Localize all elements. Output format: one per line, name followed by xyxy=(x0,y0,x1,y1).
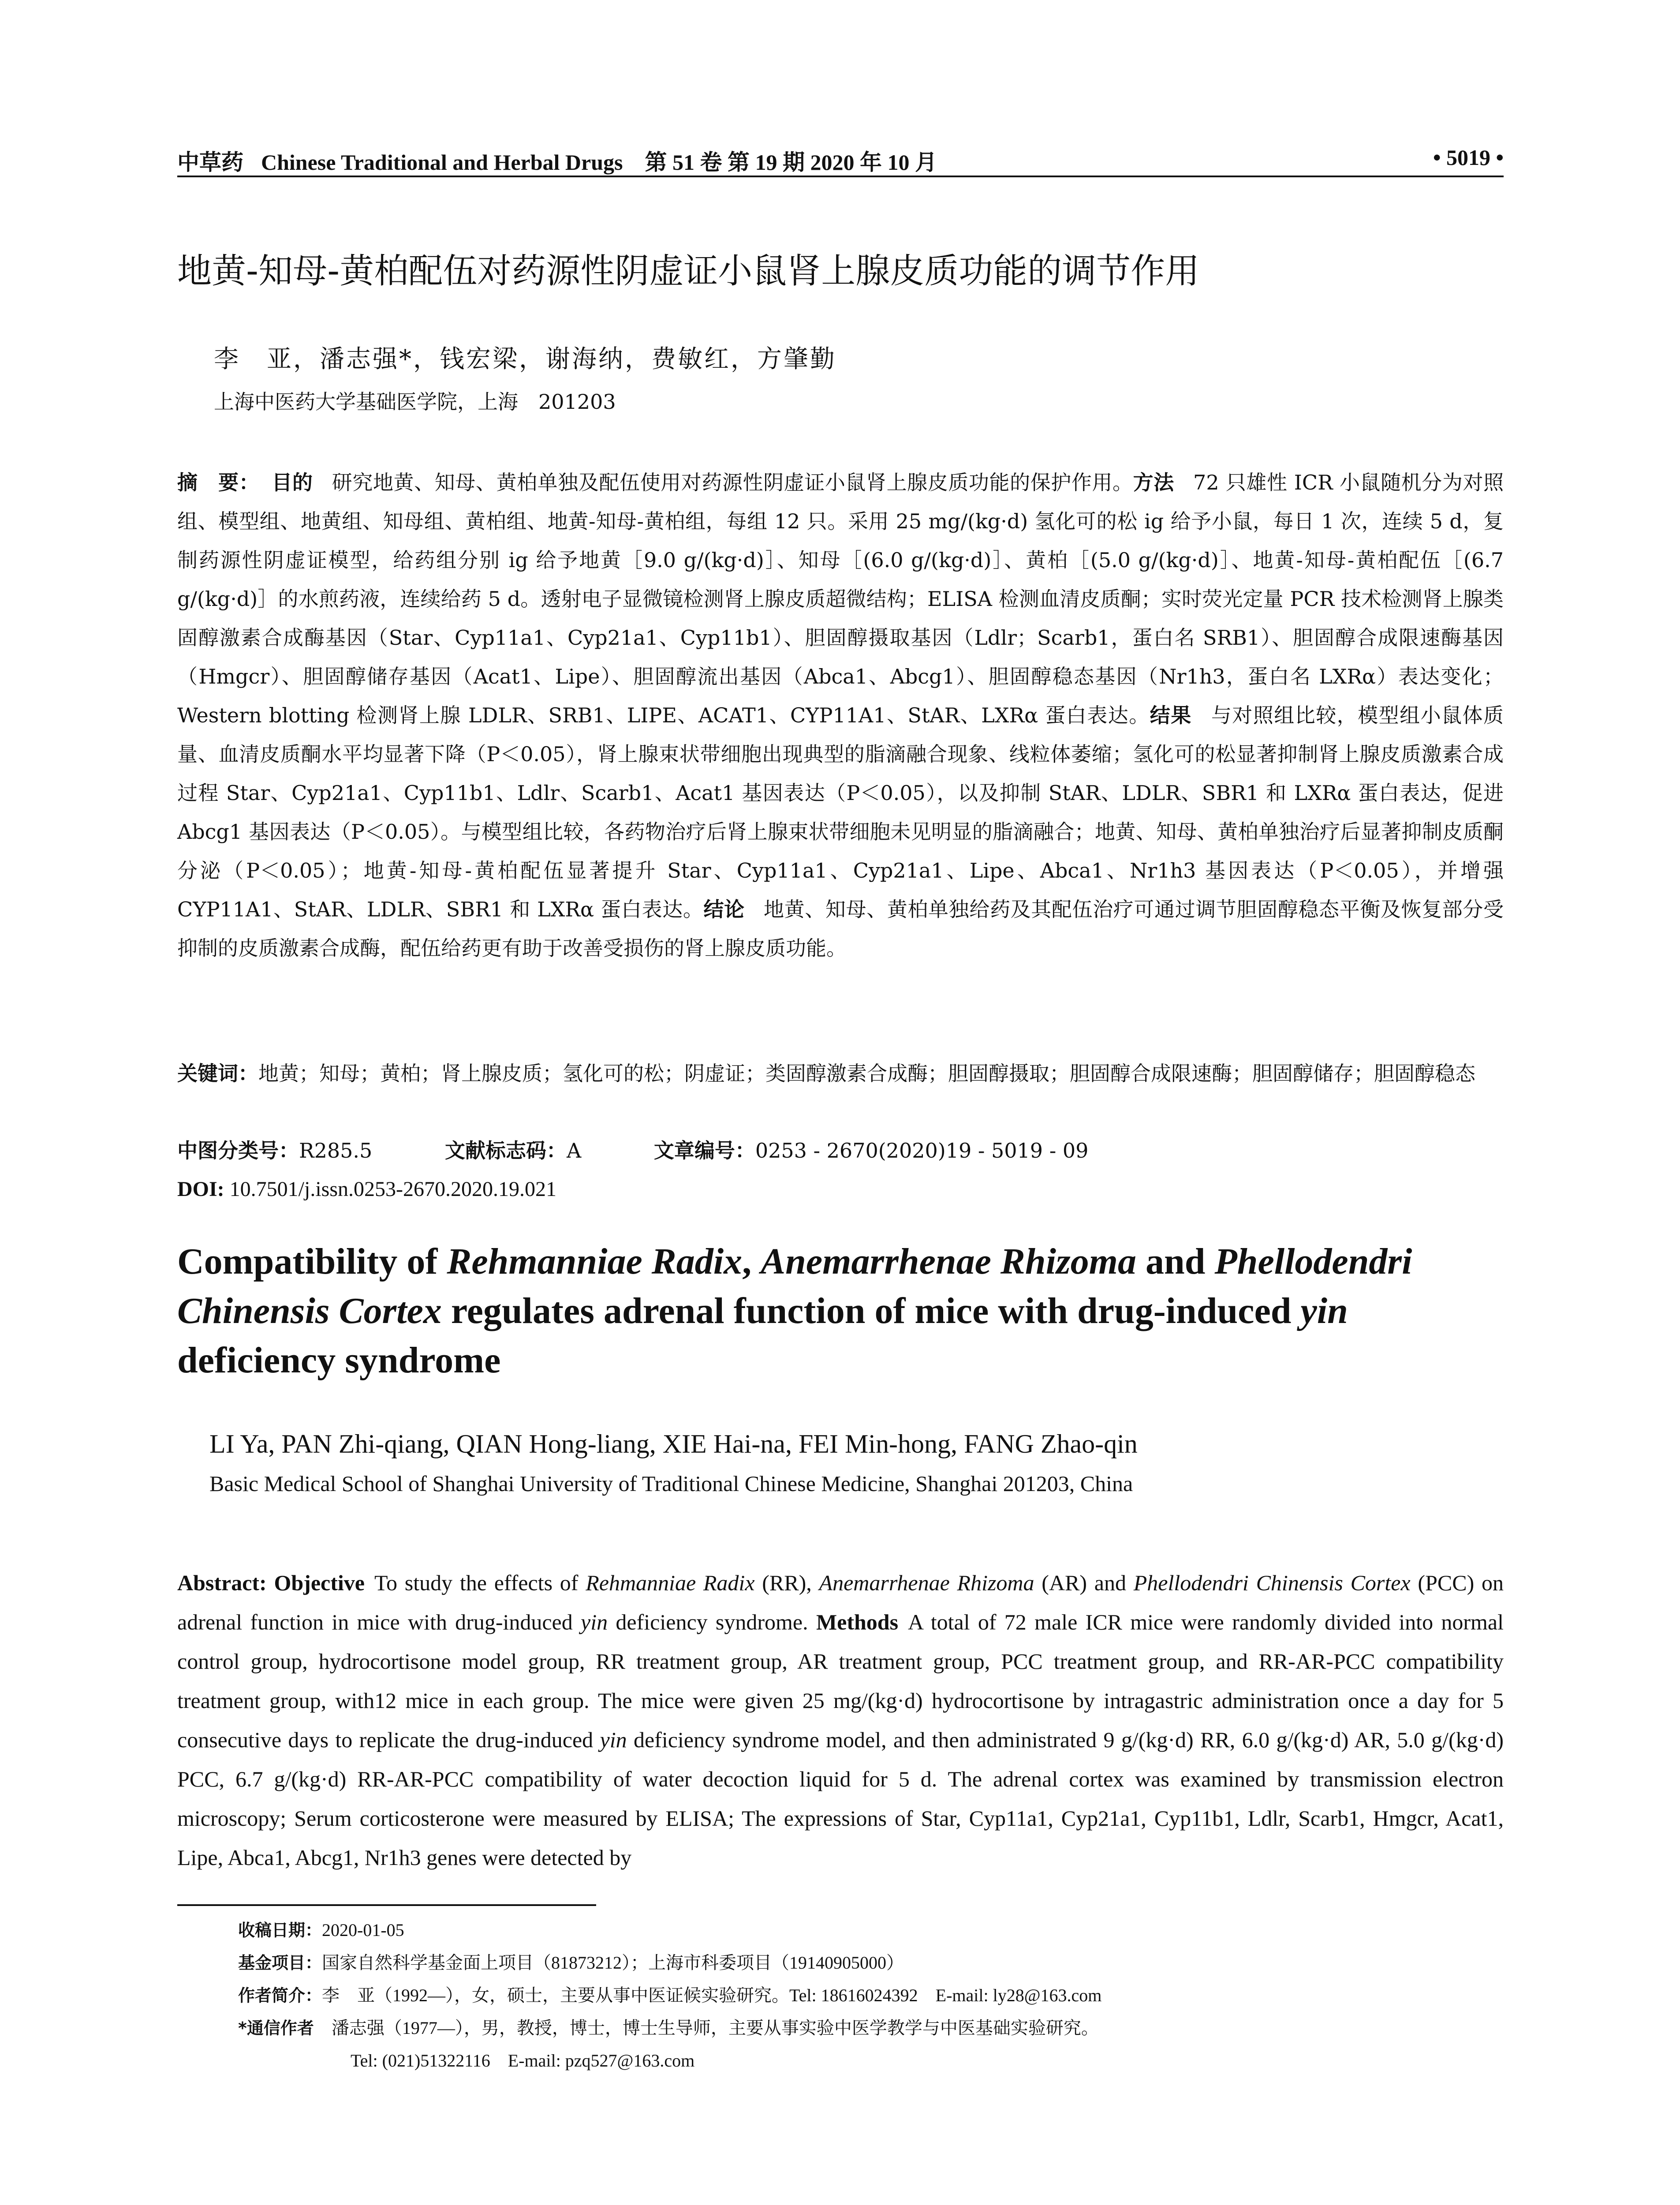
corresponding-label: *通信作者 xyxy=(238,2018,314,2038)
article-number-value: 0253 - 2670(2020)19 - 5019 - 09 xyxy=(755,1139,1089,1162)
doc-code-value: A xyxy=(566,1139,582,1162)
methods-italic-en: yin xyxy=(600,1727,627,1752)
doi-value: 10.7501/j.issn.0253-2670.2020.19.021 xyxy=(229,1177,557,1201)
author-bio xyxy=(238,1979,1504,2012)
corresponding-author xyxy=(238,2012,1504,2044)
objective-text-en: deficiency syndrome. xyxy=(608,1610,808,1634)
title-en-part: , xyxy=(742,1241,761,1282)
methods-label-cn: 方法 xyxy=(1133,471,1174,494)
classification-line xyxy=(177,1131,1504,1170)
corresponding-contact: Tel: (021)51322116 E-mail: pzq527@163.com xyxy=(351,2051,695,2070)
fund-label: 基金项目： xyxy=(238,1953,322,1973)
title-en-part: Compatibility of xyxy=(177,1241,447,1282)
author-bio-value: 李 亚（1992—），女，硕士，主要从事中医证候实验研究。Tel: 18616024392 E-mail: ly28@163.com xyxy=(322,1985,1102,2005)
objective-italic-en: yin xyxy=(581,1610,608,1634)
objective-text-en: (PCC) on adrenal function in mice with drug-induced xyxy=(177,1570,1504,1634)
clc-label: 中图分类号： xyxy=(177,1139,299,1162)
title-en-italic: Rehmanniae Radix xyxy=(447,1241,743,1282)
objective-label-en: Objective xyxy=(274,1570,365,1595)
journal-info xyxy=(177,145,937,176)
received-value: 2020-01-05 xyxy=(322,1920,404,1940)
affiliation-cn: 上海中医药大学基础医学院，上海 201203 xyxy=(214,390,616,414)
fund-info xyxy=(238,1947,1504,1979)
title-en-part: and xyxy=(1136,1241,1215,1282)
title-en-italic: Phellodendri Chinensis Cortex xyxy=(177,1241,1412,1331)
conclusion-text-cn: 地黄、知母、黄柏单独给药及其配伍治疗可通过调节胆固醇稳态平衡及恢复部分受抑制的皮质激素合成酶，配伍给药更有助于改善受损伤的肾上腺皮质功能。 xyxy=(177,897,1504,960)
authors-cn: 李 亚，潘志强*，钱宏梁，谢海纳，费敏红，方肇勤 xyxy=(214,345,836,374)
affiliation-en: Basic Medical School of Shanghai University of Traditional Chinese Medicine, Shanghai 201203, China xyxy=(209,1471,1133,1496)
methods-text-en: deficiency syndrome model, and then administrated 9 g/(kg·d) RR, 6.0 g/(kg·d) AR, 5.0 g/(kg·d) PCC, 6.7 g/(kg·d) RR-AR-PCC compatibility of water decoction liquid for 5 d. The adrenal cortex was examined by transmission electron microscopy; Serum corticosterone were measured by ELISA; The expressions of Star, Cyp11a1, Cyp21a1, Cyp11b1, Ldlr, Scarb1, Hmgcr, Acat1, Lipe, Abca1, Abcg1, Nr1h3 genes were detected by xyxy=(177,1727,1504,1870)
abstract-label-text: Abstract: xyxy=(177,1570,267,1595)
author-bio-label: 作者简介： xyxy=(238,1986,322,2005)
objective-italic-en: Phellodendri Chinensis Cortex xyxy=(1133,1570,1411,1595)
title-en-part: regulates adrenal function of mice with drug-induced xyxy=(441,1290,1301,1331)
methods-text-cn: 72 只雄性 ICR 小鼠随机分为对照组、模型组、地黄组、知母组、黄柏组、地黄-知母-黄柏组，每组 12 只。采用 25 mg/(kg·d) 氢化可的松 ig 给予小鼠，每日 1 次，连续 5 d，复制药源性阴虚证模型，给药组分别 ig 给予地黄［9.0 g/(kg·d)］、知母［(6.0 g/(kg·d)］、黄柏［(5.0 g/(kg·d)］、地黄-知母-黄柏配伍［(6.7 g/(kg·d)］的水煎药液，连续给药 5 d。透射电子显微镜检测肾上腺皮质超微结构；ELISA 检测血清皮质酮；实时荧光定量 PCR 技术检测肾上腺类固醇激素合成酶基因（Star、Cyp11a1、Cyp21a1、Cyp11b1）、胆固醇摄取基因（Ldlr；Scarb1，蛋白名 SRB1）、胆固醇合成限速酶基因（Hmgcr）、胆固醇储存基因（Acat1、Lipe）、胆固醇流出基因（Abca1、Abcg1）、胆固醇稳态基因（Nr1h3，蛋白名 LXRα）表达变化；Western blotting 检测肾上腺 LDLR、SRB1、LIPE、ACAT1、CYP11A1、StAR、LXRα 蛋白表达。 xyxy=(177,471,1504,727)
title-en-italic: yin xyxy=(1300,1290,1348,1331)
objective-text-en: (AR) and xyxy=(1034,1570,1134,1595)
clc-code xyxy=(177,1131,372,1170)
objective-text-en: To study the effects of xyxy=(374,1570,586,1595)
fund-value: 国家自然科学基金面上项目（81873212）；上海市科委项目（19140905000） xyxy=(322,1953,904,1973)
article-number xyxy=(654,1131,1089,1170)
methods-label-en: Methods xyxy=(816,1610,899,1634)
conclusion-label-cn: 结论 xyxy=(703,897,745,921)
keywords-label-cn: 关键词： xyxy=(177,1061,258,1085)
objective-text-en: (RR), xyxy=(754,1570,819,1595)
objective-italic-en: Rehmanniae Radix xyxy=(586,1570,755,1595)
clc-value: R285.5 xyxy=(299,1139,373,1162)
keywords-cn xyxy=(177,1054,1504,1093)
title-en-part: deficiency syndrome xyxy=(177,1340,501,1381)
results-label-cn: 结果 xyxy=(1150,703,1192,727)
abstract-en xyxy=(177,1563,1504,1877)
abstract-cn xyxy=(177,463,1504,968)
received-label: 收稿日期： xyxy=(238,1921,322,1940)
doc-code xyxy=(445,1131,581,1170)
abstract-label-en xyxy=(177,1570,365,1595)
received-date xyxy=(238,1914,1504,1947)
footnotes xyxy=(238,1914,1504,2077)
footnote-rule xyxy=(177,1904,596,1906)
objective-text-cn: 研究地黄、知母、黄柏单独及配伍使用对药源性阴虚证小鼠肾上腺皮质功能的保护作用。 xyxy=(332,471,1133,494)
article-title-en xyxy=(177,1237,1504,1385)
corresponding-value: 潘志强（1977—），男，教授，博士，博士生导师，主要从事实验中医学教学与中医基础实验研究。 xyxy=(331,2018,1099,2038)
running-header xyxy=(177,140,1504,175)
journal-issue: Chinese Traditional and Herbal Drugs 第 51 卷 第 19 期 2020 年 10 月 xyxy=(261,150,937,175)
results-text-cn: 与对照组比较，模型组小鼠体质量、血清皮质酮水平均显著下降（P＜0.05），肾上腺束状带细胞出现典型的脂滴融合现象、线粒体萎缩；氢化可的松显著抑制肾上腺皮质激素合成过程 Star、Cyp21a1、Cyp11b1、Ldlr、Scarb1、Acat1 基因表达（P＜0.05），以及抑制 StAR、LDLR、SBR1 和 LXRα 蛋白表达，促进 Abcg1 基因表达（P＜0.05）。与模型组比较，各药物治疗后肾上腺束状带细胞未见明显的脂滴融合；地黄、知母、黄柏单独治疗后显著抑制皮质酮分泌（P＜0.05）；地黄-知母-黄柏配伍显著提升 Star、Cyp11a1、Cyp21a1、Lipe、Abca1、Nr1h3 基因表达（P＜0.05），并增强 CYP11A1、StAR、LDLR、SBR1 和 LXRα 蛋白表达。 xyxy=(177,703,1504,921)
article-number-label: 文章编号： xyxy=(653,1139,755,1162)
keywords-text-cn: 地黄；知母；黄柏；肾上腺皮质；氢化可的松；阴虚证；类固醇激素合成酶；胆固醇摄取；胆固醇合成限速酶；胆固醇储存；胆固醇稳态 xyxy=(258,1061,1475,1085)
doc-code-label: 文献标志码： xyxy=(444,1139,567,1162)
authors-en: LI Ya, PAN Zhi-qiang, QIAN Hong-liang, XIE Hai-na, FEI Min-hong, FANG Zhao-qin xyxy=(209,1429,1138,1458)
objective-label-cn: 目的 xyxy=(272,471,313,494)
methods-text-en: A total of 72 male ICR mice were randomly divided into normal control group, hydrocortisone model group, RR treatment group, AR treatment group, PCC treatment group, and RR-AR-PCC compatibility treatment group, with12 mice in each group. The mice were given 25 mg/(kg·d) hydrocortisone by intragastric administration once a day for 5 consecutive days to replicate the drug-induced xyxy=(177,1610,1504,1752)
title-en-italic: Anemarrhenae Rhizoma xyxy=(761,1241,1136,1282)
abstract-label-cn: 摘 要： xyxy=(177,471,260,494)
page-number: • 5019 • xyxy=(1433,145,1504,170)
doi xyxy=(177,1170,556,1209)
article-title-cn: 地黄-知母-黄柏配伍对药源性阴虚证小鼠肾上腺皮质功能的调节作用 xyxy=(177,251,1200,291)
journal-name-cn: 中草药 xyxy=(177,149,243,175)
header-rule xyxy=(177,176,1504,177)
objective-italic-en: Anemarrhenae Rhizoma xyxy=(819,1570,1034,1595)
doi-label: DOI: xyxy=(177,1177,224,1201)
